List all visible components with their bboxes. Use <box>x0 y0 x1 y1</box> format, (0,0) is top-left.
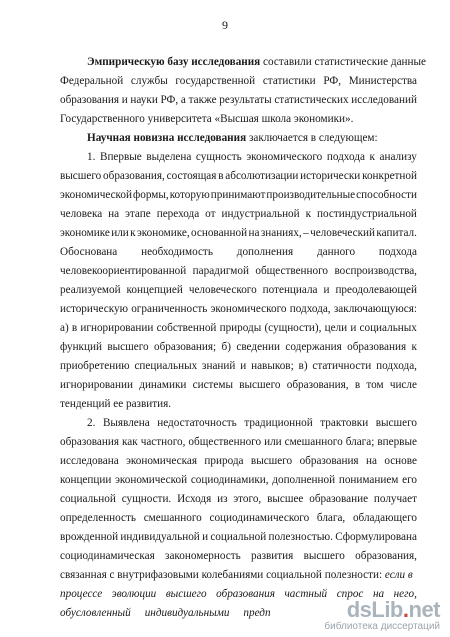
word: сведении <box>236 341 280 353</box>
word: эволюции <box>111 588 157 600</box>
word: высшего <box>165 588 207 600</box>
word: числе <box>389 379 417 391</box>
word: государственной <box>175 75 256 87</box>
word: концепцией <box>126 284 183 296</box>
paragraph-line: тенденций ее развития. <box>60 398 172 410</box>
word: экономическая <box>126 455 197 467</box>
word: образования <box>60 94 120 106</box>
word: на <box>365 455 377 467</box>
word: экономического <box>246 151 323 163</box>
word: и <box>350 322 357 334</box>
word: парадигмой <box>192 265 249 277</box>
paragraph-line <box>87 56 426 69</box>
word: результаты <box>219 94 272 106</box>
word: и <box>323 284 330 296</box>
paragraph-line: Государственного университета «Высшая школа экономики». <box>60 113 354 125</box>
word: подхода <box>378 246 417 258</box>
word: сущности. <box>121 493 172 505</box>
word: выделена <box>146 151 192 163</box>
word: высшего <box>303 550 345 562</box>
word: сущность <box>195 151 242 163</box>
word: частного, <box>140 436 186 448</box>
paragraph-line <box>60 265 417 278</box>
word: цели <box>324 322 348 334</box>
word: человекоориентированной <box>60 265 187 277</box>
word: Федеральной <box>60 75 124 87</box>
paragraph-line <box>60 246 417 259</box>
word: к <box>369 151 375 163</box>
paragraph-line <box>60 322 417 335</box>
word: определенность <box>60 512 137 524</box>
word: функций <box>60 341 102 353</box>
word: потенциала <box>262 284 318 296</box>
word: экономической <box>115 474 188 486</box>
word: исторически <box>300 170 361 182</box>
word: Сформулирована <box>335 531 417 543</box>
word: дополнения <box>236 246 294 258</box>
word: человеческого <box>188 284 257 296</box>
word: образования <box>216 588 275 600</box>
word: системы <box>192 379 233 391</box>
word: обладающего <box>352 512 417 524</box>
word: недостаточность <box>157 417 237 429</box>
paragraph-line <box>60 94 417 107</box>
paragraph-line <box>60 512 417 525</box>
word: статистики <box>262 75 316 87</box>
word: традиционной <box>244 417 313 429</box>
word: человека <box>60 208 103 220</box>
word: в) <box>298 360 308 372</box>
word: данного <box>316 246 356 258</box>
paragraph-line <box>60 360 417 373</box>
paragraph-line <box>60 531 417 544</box>
text-run: заключается в следующем: <box>246 132 378 144</box>
word: абсолютизации <box>225 170 299 182</box>
word: подхода, <box>289 303 331 315</box>
word: Выявлена <box>102 417 150 429</box>
word: социодинамического <box>209 512 310 524</box>
word: науки <box>130 94 158 106</box>
word: впервые <box>377 436 417 448</box>
word: РФ, <box>160 94 179 106</box>
text-run: составили статистические данные <box>260 56 426 68</box>
word: исследована <box>60 455 119 467</box>
word: формы, <box>133 189 169 201</box>
word: том <box>366 379 384 391</box>
word: РФ, <box>323 75 341 87</box>
word: высшего <box>239 379 281 391</box>
word: экономике, <box>137 227 190 239</box>
watermark-subtitle: библиотека диссертаций <box>324 621 440 632</box>
word: к <box>411 341 417 353</box>
word: образование <box>309 493 369 505</box>
word: и <box>202 531 209 543</box>
word: подхода, <box>376 360 417 372</box>
word: образования, <box>103 170 165 182</box>
paragraph-line <box>60 436 417 449</box>
word: воспроизводства, <box>334 265 417 277</box>
paragraph-line <box>60 170 417 183</box>
word: преодолевающей <box>335 284 417 296</box>
word: также <box>188 94 217 106</box>
word: общественного <box>255 265 329 277</box>
word: экономике <box>60 227 110 239</box>
paragraph-line <box>87 132 417 145</box>
word: или <box>264 436 282 448</box>
word: к <box>130 227 136 239</box>
word: игнорировании <box>60 379 133 391</box>
word: высшего <box>107 341 149 353</box>
word: содержания <box>285 341 342 353</box>
word: его <box>402 474 417 486</box>
word: врожденной <box>60 531 119 543</box>
word: состоящая <box>166 170 217 182</box>
word: в <box>354 379 361 391</box>
word: Исходя <box>177 493 212 505</box>
word: которую <box>169 189 210 201</box>
word: пониманием <box>338 474 399 486</box>
word: спрос <box>336 588 364 600</box>
word: социодинамики, <box>190 474 269 486</box>
watermark-logo <box>310 599 440 633</box>
word: заключающуюся: <box>333 303 417 315</box>
paragraph-line <box>60 455 417 468</box>
word: трактовки <box>320 417 369 429</box>
word: в <box>218 170 224 182</box>
word: социальных <box>359 322 417 334</box>
word: необходимость <box>141 246 213 258</box>
word: высшее <box>267 493 304 505</box>
paragraph-line: обусловленный индивидуальными предп <box>60 607 271 619</box>
word: навыков; <box>251 360 294 372</box>
word: способности <box>356 189 417 201</box>
word: принимают <box>210 189 266 201</box>
word: на <box>372 588 385 600</box>
word: исследований <box>351 94 417 106</box>
word: блага; <box>345 436 375 448</box>
paragraph-line <box>87 151 417 164</box>
word: как <box>122 436 138 448</box>
word: образования, <box>355 550 417 562</box>
word: смешанного <box>284 436 343 448</box>
word: высшего <box>375 417 417 429</box>
word: развития <box>251 550 294 562</box>
word: природа <box>204 455 244 467</box>
word: получает <box>373 493 417 505</box>
word: динамики <box>139 379 187 391</box>
word: знаниях, <box>260 227 302 239</box>
word: игнорировании <box>80 322 154 334</box>
word: социальной <box>210 531 267 543</box>
word: Впервые <box>99 151 142 163</box>
word: в <box>71 322 78 334</box>
text-run: связанная с внутрифазовыми колебаниями социальной полезности: <box>60 569 385 581</box>
word: на <box>108 208 120 220</box>
word: образования <box>347 341 407 353</box>
word: образования; <box>154 341 217 353</box>
word: индивидуальной <box>120 531 200 543</box>
word: основанной <box>191 227 248 239</box>
word: процессе <box>60 588 103 600</box>
paragraph-line <box>60 493 417 506</box>
paragraph-line <box>60 303 417 316</box>
paragraph-line <box>60 550 417 563</box>
word: подхода <box>326 151 365 163</box>
word: общественного <box>188 436 262 448</box>
word: б) <box>221 341 231 353</box>
word: и <box>121 94 128 106</box>
word: и <box>240 360 247 372</box>
word: высшего <box>60 170 102 182</box>
word: анализу <box>379 151 417 163</box>
paragraph-line <box>60 189 417 202</box>
word: постиндустриальной <box>317 208 417 220</box>
paragraph-line <box>60 379 417 392</box>
word: частный <box>284 588 328 600</box>
word: реализуемой <box>60 284 121 296</box>
word: а <box>180 94 186 106</box>
word: от <box>205 208 216 220</box>
word: смешанного <box>143 512 202 524</box>
word: человеческий <box>310 227 376 239</box>
italic-phrase: если в <box>384 569 413 581</box>
page-number: 9 <box>222 18 228 32</box>
word: перехода <box>156 208 200 220</box>
paragraph-line <box>60 75 417 88</box>
word: на <box>248 227 260 239</box>
word: приобретению <box>60 360 130 372</box>
word: этого, <box>233 493 262 505</box>
word: дополненной <box>272 474 336 486</box>
paragraph-line <box>60 474 417 487</box>
word: историческую <box>60 303 128 315</box>
paragraph-line <box>60 227 417 240</box>
word: блага, <box>316 512 346 524</box>
word: или <box>111 227 129 239</box>
word: – <box>303 227 309 239</box>
paragraph-line <box>87 417 417 430</box>
word: конкретной <box>362 170 417 182</box>
paragraph-line <box>60 284 417 297</box>
word: индустриальной <box>221 208 300 220</box>
word: экономической <box>60 189 132 201</box>
word: социодинамическая <box>60 550 155 562</box>
word: основе <box>384 455 417 467</box>
word: знаний <box>202 360 236 372</box>
word: полезностью. <box>268 531 333 543</box>
word: службы <box>130 75 168 87</box>
word: образования <box>299 455 359 467</box>
word: ограниченность <box>131 303 208 315</box>
word: статичности <box>312 360 372 372</box>
word: него, <box>393 588 417 600</box>
paragraph-line <box>60 341 417 354</box>
word: природы <box>219 322 262 334</box>
word: капитал. <box>376 227 417 239</box>
word: из <box>217 493 228 505</box>
word: концепции <box>60 474 112 486</box>
word: Обоснована <box>60 246 118 258</box>
word: к <box>305 208 312 220</box>
watermark-logo-text: dsLib.net <box>346 597 440 622</box>
bold-phrase: Научная новизна исследования <box>87 132 247 144</box>
word: (сущности), <box>264 322 322 334</box>
word: собственной <box>156 322 217 334</box>
word: Министерства <box>348 75 417 87</box>
paragraph-line <box>60 569 417 582</box>
word: 1. <box>87 151 96 163</box>
word: этапе <box>125 208 151 220</box>
word: а) <box>60 322 69 334</box>
paragraph-line <box>60 208 417 221</box>
word: высшего <box>250 455 293 467</box>
word: закономерность <box>165 550 241 562</box>
word: социальной <box>60 493 116 505</box>
word: специальных <box>134 360 198 372</box>
word: статистических <box>274 94 349 106</box>
word: производительные <box>266 189 356 201</box>
bold-phrase: Эмпирическую базу исследования <box>87 56 261 68</box>
word: образования <box>60 436 120 448</box>
word: образования, <box>286 379 349 391</box>
word: 2. <box>87 417 96 429</box>
word: экономического <box>210 303 287 315</box>
